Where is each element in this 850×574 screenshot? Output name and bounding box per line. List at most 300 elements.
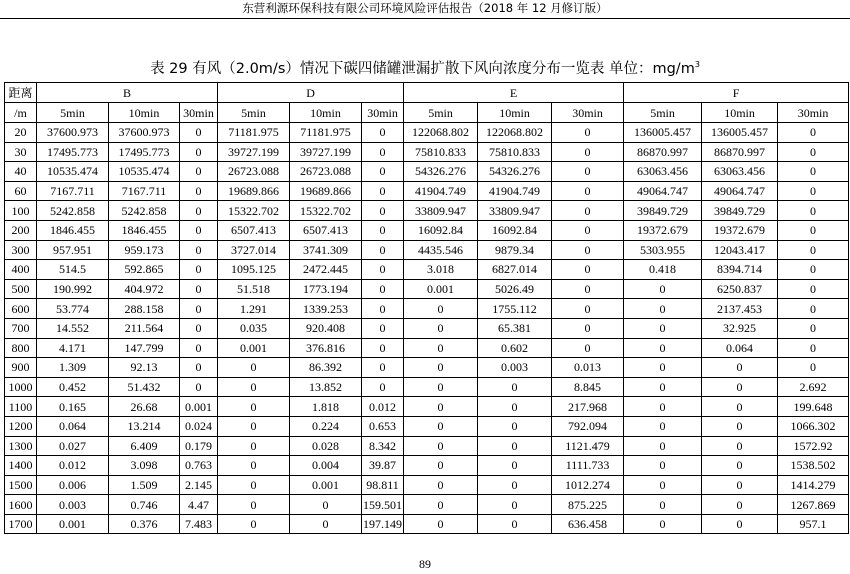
concentration-cell: 0	[362, 123, 404, 143]
concentration-cell: 0	[478, 436, 552, 456]
concentration-cell: 0	[778, 358, 849, 378]
concentration-cell: 0	[180, 358, 218, 378]
concentration-cell: 0	[552, 220, 624, 240]
concentration-cell: 1.291	[218, 299, 290, 319]
concentration-cell: 0	[478, 475, 552, 495]
concentration-cell: 0	[478, 397, 552, 417]
table-row	[5, 495, 849, 515]
table-row	[5, 181, 849, 201]
concentration-cell: 0.001	[180, 397, 218, 417]
concentration-cell: 26723.088	[218, 162, 290, 182]
concentration-cell: 6507.413	[290, 220, 362, 240]
group-header-b: B	[37, 83, 218, 103]
concentration-cell: 4435.546	[404, 240, 478, 260]
concentration-cell: 4.47	[180, 495, 218, 515]
table-row	[5, 162, 849, 182]
concentration-cell: 49064.747	[702, 181, 778, 201]
concentration-cell: 1538.502	[778, 456, 849, 476]
concentration-cell: 0	[624, 279, 702, 299]
concentration-cell: 0	[404, 475, 478, 495]
table-row	[5, 123, 849, 143]
concentration-cell: 0	[362, 338, 404, 358]
concentration-cell: 0	[290, 514, 362, 534]
concentration-cell: 0	[624, 377, 702, 397]
concentration-cell: 0	[778, 162, 849, 182]
concentration-cell: 0	[218, 456, 290, 476]
distance-cell: 900	[5, 358, 37, 378]
distance-cell: 700	[5, 318, 37, 338]
concentration-cell: 0	[478, 377, 552, 397]
concentration-cell: 0.001	[218, 338, 290, 358]
concentration-cell: 0	[404, 514, 478, 534]
unit-superscript: 3	[694, 60, 700, 70]
page-number: 89	[419, 557, 431, 571]
concentration-table	[4, 82, 849, 534]
concentration-cell: 5242.858	[37, 201, 109, 221]
concentration-cell: 0	[218, 358, 290, 378]
distance-cell: 1400	[5, 456, 37, 476]
concentration-cell: 0	[180, 338, 218, 358]
concentration-cell: 19372.679	[702, 220, 778, 240]
concentration-cell: 33809.947	[478, 201, 552, 221]
concentration-cell: 71181.975	[218, 123, 290, 143]
concentration-cell: 0	[180, 162, 218, 182]
concentration-cell: 122068.802	[478, 123, 552, 143]
concentration-cell: 2.145	[180, 475, 218, 495]
table-row	[5, 260, 849, 280]
concentration-cell: 0	[362, 260, 404, 280]
concentration-cell: 2472.445	[290, 260, 362, 280]
concentration-cell: 1121.479	[552, 436, 624, 456]
concentration-cell: 1414.279	[778, 475, 849, 495]
concentration-cell: 39849.729	[624, 201, 702, 221]
table-row	[5, 397, 849, 417]
time-header-row	[5, 103, 849, 123]
concentration-cell: 0	[180, 181, 218, 201]
concentration-cell: 0	[702, 514, 778, 534]
concentration-cell: 8394.714	[702, 260, 778, 280]
concentration-cell: 0	[218, 514, 290, 534]
concentration-cell: 0	[778, 142, 849, 162]
concentration-cell: 92.13	[109, 358, 180, 378]
concentration-cell: 404.972	[109, 279, 180, 299]
concentration-cell: 0	[404, 416, 478, 436]
table-caption-text: 表 29 有风（2.0m/s）情况下碳四储罐泄漏扩散下风向浓度分布一览表 单位：mg/m	[150, 61, 695, 77]
distance-header: 距离	[5, 83, 37, 103]
distance-cell: 500	[5, 279, 37, 299]
concentration-cell: 2137.453	[702, 299, 778, 319]
concentration-cell: 0.763	[180, 456, 218, 476]
table-row	[5, 299, 849, 319]
concentration-cell: 0	[778, 240, 849, 260]
concentration-cell: 0	[624, 495, 702, 515]
concentration-cell: 0	[362, 162, 404, 182]
concentration-cell: 0	[404, 377, 478, 397]
concentration-cell: 0	[702, 416, 778, 436]
concentration-cell: 9879.34	[478, 240, 552, 260]
concentration-cell: 0	[180, 142, 218, 162]
concentration-cell: 0.027	[37, 436, 109, 456]
concentration-cell: 0	[624, 416, 702, 436]
concentration-cell: 98.811	[362, 475, 404, 495]
table-row	[5, 338, 849, 358]
group-header-f: F	[624, 83, 849, 103]
concentration-cell: 0	[778, 260, 849, 280]
table-row	[5, 142, 849, 162]
distance-cell: 400	[5, 260, 37, 280]
concentration-cell: 13.852	[290, 377, 362, 397]
concentration-cell: 147.799	[109, 338, 180, 358]
distance-cell: 1000	[5, 377, 37, 397]
concentration-cell: 0	[180, 201, 218, 221]
concentration-cell: 1572.92	[778, 436, 849, 456]
distance-unit-header: /m	[5, 103, 37, 123]
concentration-cell: 39727.199	[218, 142, 290, 162]
distance-cell: 30	[5, 142, 37, 162]
concentration-cell: 0.165	[37, 397, 109, 417]
concentration-cell: 6507.413	[218, 220, 290, 240]
concentration-cell: 8.845	[552, 377, 624, 397]
concentration-cell: 288.158	[109, 299, 180, 319]
concentration-cell: 0	[778, 338, 849, 358]
concentration-cell: 0.012	[37, 456, 109, 476]
concentration-cell: 17495.773	[109, 142, 180, 162]
concentration-cell: 71181.975	[290, 123, 362, 143]
concentration-cell: 0.418	[624, 260, 702, 280]
time-header-cell: 5min	[218, 103, 290, 123]
concentration-cell: 199.648	[778, 397, 849, 417]
concentration-cell: 0	[404, 495, 478, 515]
concentration-cell: 0	[552, 162, 624, 182]
distance-cell: 100	[5, 201, 37, 221]
distance-cell: 20	[5, 123, 37, 143]
time-header-cell: 30min	[180, 103, 218, 123]
concentration-cell: 7167.711	[37, 181, 109, 201]
concentration-cell: 957.1	[778, 514, 849, 534]
time-header-cell: 5min	[37, 103, 109, 123]
concentration-cell: 1.818	[290, 397, 362, 417]
concentration-cell: 920.408	[290, 318, 362, 338]
concentration-cell: 0.003	[37, 495, 109, 515]
concentration-cell: 1.509	[109, 475, 180, 495]
concentration-cell: 0	[702, 495, 778, 515]
concentration-cell: 33809.947	[404, 201, 478, 221]
concentration-cell: 0.653	[362, 416, 404, 436]
concentration-cell: 1267.869	[778, 495, 849, 515]
concentration-cell: 3727.014	[218, 240, 290, 260]
concentration-cell: 54326.276	[478, 162, 552, 182]
table-row	[5, 220, 849, 240]
table-row	[5, 416, 849, 436]
table-row	[5, 318, 849, 338]
concentration-cell: 0	[362, 220, 404, 240]
concentration-cell: 16092.84	[404, 220, 478, 240]
concentration-cell: 0	[218, 397, 290, 417]
table-caption	[0, 58, 850, 80]
concentration-cell: 54326.276	[404, 162, 478, 182]
concentration-cell: 0	[478, 416, 552, 436]
concentration-cell: 0	[552, 299, 624, 319]
concentration-cell: 0	[180, 220, 218, 240]
concentration-cell: 7.483	[180, 514, 218, 534]
concentration-cell: 0	[702, 436, 778, 456]
concentration-cell: 0	[552, 181, 624, 201]
concentration-cell: 0	[404, 318, 478, 338]
concentration-cell: 0	[552, 201, 624, 221]
concentration-cell: 211.564	[109, 318, 180, 338]
concentration-cell: 0	[624, 456, 702, 476]
concentration-cell: 39727.199	[290, 142, 362, 162]
distance-cell: 1500	[5, 475, 37, 495]
concentration-cell: 0	[180, 279, 218, 299]
concentration-cell: 0	[552, 260, 624, 280]
concentration-cell: 0	[552, 318, 624, 338]
concentration-cell: 0	[624, 358, 702, 378]
concentration-cell: 0	[552, 240, 624, 260]
concentration-cell: 514.5	[37, 260, 109, 280]
concentration-cell: 13.214	[109, 416, 180, 436]
concentration-cell: 0	[778, 299, 849, 319]
concentration-cell: 0	[404, 456, 478, 476]
concentration-cell: 41904.749	[478, 181, 552, 201]
concentration-cell: 51.432	[109, 377, 180, 397]
concentration-cell: 957.951	[37, 240, 109, 260]
concentration-cell: 15322.702	[218, 201, 290, 221]
concentration-cell: 1773.194	[290, 279, 362, 299]
concentration-cell: 0.024	[180, 416, 218, 436]
concentration-cell: 0	[624, 397, 702, 417]
concentration-cell: 0	[404, 299, 478, 319]
concentration-cell: 7167.711	[109, 181, 180, 201]
concentration-cell: 26723.088	[290, 162, 362, 182]
concentration-cell: 0.028	[290, 436, 362, 456]
concentration-cell: 0	[362, 240, 404, 260]
concentration-cell: 0	[702, 456, 778, 476]
concentration-cell: 217.968	[552, 397, 624, 417]
concentration-cell: 0	[624, 436, 702, 456]
concentration-cell: 0	[362, 181, 404, 201]
concentration-cell: 636.458	[552, 514, 624, 534]
concentration-cell: 86870.997	[702, 142, 778, 162]
concentration-cell: 37600.973	[37, 123, 109, 143]
time-header-cell: 10min	[702, 103, 778, 123]
concentration-cell: 0	[624, 338, 702, 358]
distance-cell: 200	[5, 220, 37, 240]
concentration-cell: 1846.455	[37, 220, 109, 240]
concentration-cell: 63063.456	[624, 162, 702, 182]
concentration-cell: 122068.802	[404, 123, 478, 143]
concentration-cell: 19689.866	[290, 181, 362, 201]
concentration-cell: 0	[778, 181, 849, 201]
concentration-cell: 0	[218, 377, 290, 397]
concentration-cell: 37600.973	[109, 123, 180, 143]
concentration-cell: 136005.457	[624, 123, 702, 143]
concentration-cell: 5242.858	[109, 201, 180, 221]
concentration-cell: 63063.456	[702, 162, 778, 182]
time-header-cell: 5min	[624, 103, 702, 123]
concentration-cell: 26.68	[109, 397, 180, 417]
concentration-cell: 0	[702, 358, 778, 378]
concentration-cell: 0	[218, 475, 290, 495]
concentration-cell: 136005.457	[702, 123, 778, 143]
concentration-cell: 17495.773	[37, 142, 109, 162]
concentration-cell: 0	[778, 220, 849, 240]
concentration-cell: 0	[362, 377, 404, 397]
concentration-cell: 0	[624, 318, 702, 338]
concentration-cell: 0	[404, 397, 478, 417]
concentration-cell: 86870.997	[624, 142, 702, 162]
concentration-cell: 0.013	[552, 358, 624, 378]
concentration-cell: 39849.729	[702, 201, 778, 221]
time-header-cell: 5min	[404, 103, 478, 123]
concentration-cell: 75810.833	[478, 142, 552, 162]
time-header-cell: 30min	[778, 103, 849, 123]
concentration-cell: 5303.955	[624, 240, 702, 260]
concentration-cell: 1846.455	[109, 220, 180, 240]
distance-cell: 1700	[5, 514, 37, 534]
concentration-cell: 0	[624, 475, 702, 495]
distance-cell: 1200	[5, 416, 37, 436]
concentration-cell: 0	[180, 377, 218, 397]
report-header: 东营利源环保科技有限公司环境风险评估报告（2018 年 12 月修订版）	[242, 1, 608, 15]
concentration-cell: 14.552	[37, 318, 109, 338]
group-header-e: E	[404, 83, 624, 103]
concentration-cell: 0	[218, 436, 290, 456]
concentration-cell: 0	[624, 514, 702, 534]
concentration-cell: 12043.417	[702, 240, 778, 260]
concentration-cell: 376.816	[290, 338, 362, 358]
concentration-cell: 3.018	[404, 260, 478, 280]
concentration-cell: 1755.112	[478, 299, 552, 319]
time-header-cell: 30min	[552, 103, 624, 123]
concentration-cell: 53.774	[37, 299, 109, 319]
distance-cell: 800	[5, 338, 37, 358]
concentration-cell: 39.87	[362, 456, 404, 476]
concentration-cell: 0	[362, 142, 404, 162]
concentration-cell: 0.012	[362, 397, 404, 417]
time-header-cell: 10min	[478, 103, 552, 123]
concentration-cell: 0.004	[290, 456, 362, 476]
concentration-cell: 2.692	[778, 377, 849, 397]
concentration-cell: 0	[404, 436, 478, 456]
concentration-cell: 0	[290, 495, 362, 515]
concentration-cell: 0.064	[37, 416, 109, 436]
concentration-cell: 10535.474	[109, 162, 180, 182]
concentration-cell: 32.925	[702, 318, 778, 338]
table-row	[5, 456, 849, 476]
table-row	[5, 436, 849, 456]
table-row	[5, 201, 849, 221]
header-divider	[0, 18, 850, 19]
concentration-cell: 0	[702, 475, 778, 495]
concentration-cell: 1095.125	[218, 260, 290, 280]
concentration-cell: 592.865	[109, 260, 180, 280]
distance-cell: 600	[5, 299, 37, 319]
concentration-cell: 8.342	[362, 436, 404, 456]
concentration-cell: 19689.866	[218, 181, 290, 201]
concentration-cell: 0	[362, 299, 404, 319]
concentration-cell: 75810.833	[404, 142, 478, 162]
concentration-cell: 0	[218, 416, 290, 436]
concentration-cell: 0.064	[702, 338, 778, 358]
concentration-cell: 0	[404, 338, 478, 358]
concentration-cell: 1066.302	[778, 416, 849, 436]
concentration-cell: 0	[478, 514, 552, 534]
concentration-cell: 0.224	[290, 416, 362, 436]
concentration-cell: 5026.49	[478, 279, 552, 299]
distance-cell: 60	[5, 181, 37, 201]
concentration-cell: 19372.679	[624, 220, 702, 240]
concentration-cell: 6827.014	[478, 260, 552, 280]
concentration-cell: 0	[778, 201, 849, 221]
concentration-cell: 49064.747	[624, 181, 702, 201]
table-row	[5, 514, 849, 534]
concentration-cell: 0	[552, 279, 624, 299]
concentration-cell: 4.171	[37, 338, 109, 358]
distance-cell: 300	[5, 240, 37, 260]
time-header-cell: 10min	[290, 103, 362, 123]
concentration-cell: 0	[362, 201, 404, 221]
distance-cell: 40	[5, 162, 37, 182]
concentration-cell: 0.452	[37, 377, 109, 397]
concentration-cell: 3741.309	[290, 240, 362, 260]
concentration-cell: 959.173	[109, 240, 180, 260]
time-header-cell: 10min	[109, 103, 180, 123]
concentration-cell: 0	[778, 279, 849, 299]
concentration-cell: 0	[362, 279, 404, 299]
concentration-cell: 0	[552, 142, 624, 162]
concentration-cell: 86.392	[290, 358, 362, 378]
concentration-cell: 0	[624, 299, 702, 319]
concentration-cell: 0.001	[290, 475, 362, 495]
concentration-cell: 0.376	[109, 514, 180, 534]
concentration-cell: 0	[218, 495, 290, 515]
concentration-cell: 41904.749	[404, 181, 478, 201]
table-body	[5, 83, 849, 534]
concentration-cell: 0	[404, 358, 478, 378]
group-header-row	[5, 83, 849, 103]
group-header-d: D	[218, 83, 404, 103]
concentration-cell: 0.602	[478, 338, 552, 358]
concentration-cell: 6.409	[109, 436, 180, 456]
concentration-cell: 875.225	[552, 495, 624, 515]
concentration-cell: 792.094	[552, 416, 624, 436]
concentration-cell: 197.149	[362, 514, 404, 534]
concentration-cell: 0.035	[218, 318, 290, 338]
concentration-cell: 0	[702, 377, 778, 397]
concentration-cell: 0	[180, 318, 218, 338]
concentration-cell: 0	[180, 240, 218, 260]
table-row	[5, 279, 849, 299]
table-row	[5, 475, 849, 495]
concentration-cell: 0	[552, 123, 624, 143]
concentration-cell: 0	[362, 318, 404, 338]
concentration-cell: 1339.253	[290, 299, 362, 319]
table-row	[5, 240, 849, 260]
concentration-cell: 0	[180, 260, 218, 280]
table-row	[5, 377, 849, 397]
concentration-cell: 16092.84	[478, 220, 552, 240]
concentration-cell: 15322.702	[290, 201, 362, 221]
concentration-cell: 6250.837	[702, 279, 778, 299]
concentration-cell: 65.381	[478, 318, 552, 338]
concentration-cell: 0	[180, 299, 218, 319]
concentration-cell: 0	[552, 338, 624, 358]
time-header-cell: 30min	[362, 103, 404, 123]
distance-cell: 1300	[5, 436, 37, 456]
concentration-cell: 1.309	[37, 358, 109, 378]
concentration-cell: 1111.733	[552, 456, 624, 476]
